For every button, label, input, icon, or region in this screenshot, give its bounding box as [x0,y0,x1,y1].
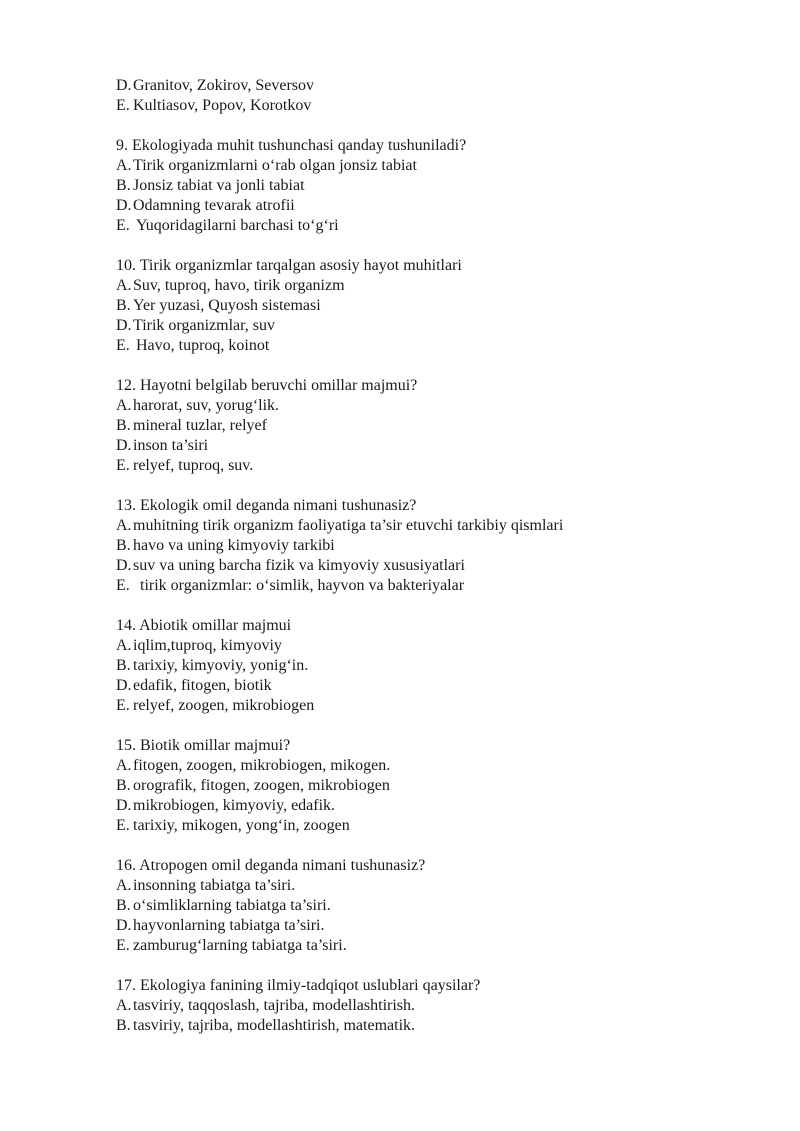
question-block [116,76,776,116]
option-line [116,876,776,896]
block-gap [116,476,776,496]
question-block [116,976,776,1036]
option-line [116,436,776,456]
option-line [116,936,776,956]
option-line [116,676,776,696]
option-text: mineral tuzlar, relyef [133,417,267,434]
option-letter: B. [116,537,131,554]
option-text: Granitov, Zokirov, Seversov [133,77,314,94]
option-text: suv va uning barcha fizik va kimyoviy xususiyatlari [133,557,465,574]
option-text: tasviriy, tajriba, modellashtirish, matematik. [133,1017,416,1034]
option-letter: D. [116,557,132,574]
option-letter: D. [116,797,132,814]
option-text: mikrobiogen, kimyoviy, edafik. [133,797,336,814]
option-line [116,696,776,716]
option-letter: E. [116,697,130,714]
option-text: iqlim,tuproq, kimyoviy [133,637,282,654]
option-text: tarixiy, kimyoviy, yonig‘in. [133,657,309,674]
option-line [116,316,776,336]
option-line [116,556,776,576]
option-letter: A. [116,517,132,534]
question-block [116,256,776,356]
option-text: Jonsiz tabiat va jonli tabiat [133,177,305,194]
option-letter: B. [116,177,131,194]
option-line [116,276,776,296]
option-letter: D. [116,197,132,214]
question-block [116,376,776,476]
option-letter: E. [116,457,130,474]
option-text: relyef, zoogen, mikrobiogen [133,697,315,714]
question-text: 14. Abiotik omillar majmui [116,617,292,634]
option-line [116,896,776,916]
option-line [116,916,776,936]
option-text: relyef, tuproq, suv. [133,457,254,474]
option-letter: B. [116,1017,131,1034]
option-line [116,576,776,596]
option-text: inson ta’siri [133,437,209,454]
option-text: muhitning tirik organizm faoliyatiga ta’sir etuvchi tarkibiy qismlari [133,517,564,534]
option-line [116,296,776,316]
option-letter: A. [116,877,132,894]
option-letter: D. [116,917,132,934]
document-body [116,76,776,1036]
option-line [116,776,776,796]
block-gap [116,116,776,136]
option-text: Yer yuzasi, Quyosh sistemasi [133,297,321,314]
option-letter: D. [116,77,132,94]
option-line [116,456,776,476]
option-letter: A. [116,637,132,654]
option-text: Suv, tuproq, havo, tirik organizm [133,277,345,294]
option-text: Odamning tevarak atrofii [133,197,295,214]
option-letter: E. [116,217,130,234]
option-line [116,816,776,836]
option-text: insonning tabiatga ta’siri. [133,877,296,894]
block-gap [116,836,776,856]
question-block [116,616,776,716]
option-line [116,536,776,556]
question-text: 10. Tirik organizmlar tarqalgan asosiy hayot muhitlari [116,257,462,274]
block-gap [116,236,776,256]
question-text: 17. Ekologiya fanining ilmiy-tadqiqot uslublari qaysilar? [116,977,481,994]
option-line [116,156,776,176]
option-text: havo va uning kimyoviy tarkibi [133,537,335,554]
option-letter: A. [116,277,132,294]
option-letter: D. [116,437,132,454]
question-text: 15. Biotik omillar majmui? [116,737,291,754]
option-letter: E. [116,337,130,354]
option-text: zamburug‘larning tabiatga ta’siri. [133,937,347,954]
option-letter: E. [116,817,130,834]
option-line [116,336,776,356]
option-text: orografik, fitogen, zoogen, mikrobiogen [133,777,390,794]
option-line [116,396,776,416]
block-gap [116,956,776,976]
option-line [116,796,776,816]
option-text: Tirik organizmlarni o‘rab olgan jonsiz tabiat [133,157,417,174]
option-letter: B. [116,657,131,674]
block-gap [116,596,776,616]
option-line [116,76,776,96]
option-text: tasviriy, taqqoslash, tajriba, modellashtirish. [133,997,416,1014]
option-letter: B. [116,897,131,914]
option-letter: E. [116,937,130,954]
option-letter: B. [116,777,131,794]
option-letter: D. [116,677,132,694]
option-line [116,636,776,656]
question-text: 16. Atropogen omil deganda nimani tushunasiz? [116,857,426,874]
option-text: tarixiy, mikogen, yong‘in, zoogen [133,817,350,834]
option-letter: E. [116,577,130,594]
option-line [116,196,776,216]
option-line [116,756,776,776]
option-line [116,416,776,436]
option-letter: A. [116,157,132,174]
question-text: 13. Ekologik omil deganda nimani tushunasiz? [116,497,417,514]
option-line [116,176,776,196]
option-letter: A. [116,397,132,414]
question-block [116,856,776,956]
question-text: 9. Ekologiyada muhit tushunchasi qanday tushuniladi? [116,137,467,154]
option-text: Kultiasov, Popov, Korotkov [133,97,312,114]
option-text: fitogen, zoogen, mikrobiogen, mikogen. [133,757,391,774]
option-letter: A. [116,757,132,774]
option-text: tirik organizmlar: o‘simlik, hayvon va bakteriyalar [136,577,465,594]
option-line [116,996,776,1016]
option-letter: B. [116,417,131,434]
option-text: edafik, fitogen, biotik [133,677,272,694]
option-text: Yuqoridagilarni barchasi to‘g‘ri [136,217,339,234]
option-line [116,516,776,536]
option-letter: D. [116,317,132,334]
question-block [116,496,776,596]
option-line [116,1016,776,1036]
option-line [116,216,776,236]
question-block [116,736,776,836]
option-line [116,96,776,116]
option-text: harorat, suv, yorug‘lik. [133,397,280,414]
option-text: hayvonlarning tabiatga ta’siri. [133,917,325,934]
option-letter: B. [116,297,131,314]
question-block [116,136,776,236]
question-text: 12. Hayotni belgilab beruvchi omillar majmui? [116,377,418,394]
option-letter: A. [116,997,132,1014]
block-gap [116,356,776,376]
option-text: o‘simliklarning tabiatga ta’siri. [133,897,331,914]
option-letter: E. [116,97,130,114]
option-line [116,656,776,676]
block-gap [116,716,776,736]
option-text: Havo, tuproq, koinot [136,337,270,354]
option-text: Tirik organizmlar, suv [133,317,276,334]
